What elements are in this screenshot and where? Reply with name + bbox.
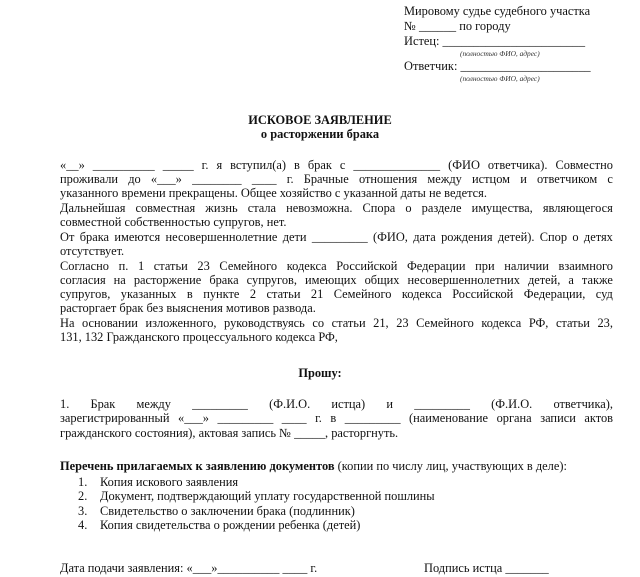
attachment-item-text: Свидетельство о заключении брака (подлинник): [100, 504, 355, 518]
court-city: по городу: [459, 19, 511, 33]
word: Семейного: [333, 287, 392, 301]
word: истцом: [472, 172, 510, 186]
defendant-blank: _____________________: [460, 59, 591, 73]
word: указанных: [120, 287, 177, 301]
word: Спора: [362, 201, 396, 215]
word: кодекса: [401, 287, 442, 301]
body-p3-line1: [60, 230, 613, 245]
word: руководствуясь: [224, 316, 305, 330]
word: изложенного,: [145, 316, 217, 330]
word: _________: [192, 397, 248, 411]
word: являющегося: [542, 201, 613, 215]
word: 2: [249, 287, 257, 301]
word: вступил(а): [230, 158, 287, 172]
word: между: [136, 397, 171, 411]
word: разделе: [421, 201, 462, 215]
word: 23: [396, 316, 409, 330]
word: 21: [310, 287, 324, 301]
request-line3: гражданского состояния), актовая запись № _____, расторгнуть.: [60, 426, 399, 440]
word: со: [312, 316, 325, 330]
request-heading: Прошу:: [298, 366, 342, 380]
word: _________: [217, 411, 274, 425]
body-p2-line1: [60, 201, 613, 216]
body-p4-line4: расторгает брак без выяснения мотивов развода.: [60, 301, 316, 315]
defendant-line: [404, 59, 591, 74]
word: и: [386, 397, 393, 411]
word: несовершеннолетние: [165, 230, 278, 244]
word: РФ,: [528, 316, 549, 330]
attachment-item-number: 4.: [78, 518, 88, 532]
plaintiff-blank: _______________________: [442, 34, 586, 48]
word: суд: [595, 287, 613, 301]
word: расторжение: [133, 273, 202, 287]
word: имеющих: [304, 273, 357, 287]
word: наличии: [504, 259, 549, 273]
word: и: [520, 172, 527, 186]
body-p5-line1: [60, 316, 613, 331]
word: брак: [307, 158, 332, 172]
word: супругов,: [60, 287, 111, 301]
document-title: ИСКОВОЕ ЗАЯВЛЕНИЕ: [248, 113, 392, 127]
word: Спор: [539, 230, 568, 244]
word: в: [186, 287, 193, 301]
addressee-judge: Мировому судье судебного участка: [404, 4, 591, 18]
word: ответчика),: [553, 397, 613, 411]
body-p2-line2: совместной собственностью супругов, нет.: [60, 215, 287, 229]
word: общих: [364, 273, 400, 287]
word: невозможна.: [286, 201, 353, 215]
word: записи: [540, 411, 576, 425]
word: г.: [201, 158, 209, 172]
word: _________: [311, 230, 368, 244]
word: несовершеннолетних: [407, 273, 520, 287]
word: 23: [197, 259, 210, 273]
word: Российской: [336, 259, 398, 273]
filing-date: Дата подачи заявления: «___»__________ ____ г.: [60, 561, 318, 575]
word: __________: [92, 158, 155, 172]
word: «__»: [60, 158, 85, 172]
body-p1-line1: [60, 158, 613, 173]
word: также: [581, 273, 613, 287]
word: Совместно: [555, 158, 613, 172]
word: детях: [583, 230, 613, 244]
body-p4-line3: [60, 287, 613, 302]
word: (Ф.И.О.: [491, 397, 533, 411]
word: На: [60, 316, 75, 330]
plaintiff-hint: (полностью ФИО, адрес): [460, 49, 540, 58]
word: г.: [315, 411, 322, 425]
word: основании: [82, 316, 138, 330]
defendant-label: Ответчик:: [404, 59, 458, 73]
word: 21,: [373, 316, 389, 330]
defendant-hint: (полностью ФИО, адрес): [460, 74, 540, 83]
body-p4-line2: [60, 273, 613, 288]
word: (наименование: [409, 411, 489, 425]
word: совместная: [135, 201, 196, 215]
attachment-item-text: Документ, подтверждающий уплату государственной пошлины: [100, 489, 435, 503]
word: _________: [414, 397, 470, 411]
word: (ФИО: [448, 158, 480, 172]
word: _________: [344, 411, 401, 425]
attachments-heading: [60, 459, 567, 474]
attachment-item-text: Копия свидетельства о рождении ребенка (детей): [100, 518, 361, 532]
attachment-item-text: Копия искового заявления: [100, 475, 239, 489]
word: дата: [413, 230, 436, 244]
plaintiff-signature: Подпись истца _______: [424, 561, 549, 575]
word: а: [568, 273, 574, 287]
word: Дальнейшая: [60, 201, 126, 215]
word: между: [427, 172, 462, 186]
word: рождения: [441, 230, 493, 244]
word: ____: [281, 411, 307, 425]
number-sign: №: [404, 19, 416, 33]
word: п.: [118, 259, 129, 273]
word: Федерации: [407, 259, 466, 273]
word: я: [216, 158, 223, 172]
word: стала: [247, 201, 277, 215]
word: ответчиком: [537, 172, 598, 186]
word: _____: [162, 158, 194, 172]
word: Брак: [90, 397, 116, 411]
word: кодекса: [481, 316, 522, 330]
word: проживали: [60, 172, 119, 186]
word: 1.: [60, 397, 70, 411]
word: Согласно: [60, 259, 109, 273]
word: (ФИО,: [372, 230, 408, 244]
word: брака: [79, 230, 110, 244]
document-subtitle: о расторжении брака: [260, 127, 380, 141]
word: г.: [286, 172, 294, 186]
body-p1-line3: указанного времени прекращены. Общее хозяйство с указанной даты не ведется.: [60, 186, 487, 200]
word: в: [294, 158, 300, 172]
request-line1: [60, 397, 613, 412]
court-number-line: [404, 19, 511, 34]
word: детей).: [497, 230, 535, 244]
request-line2: [60, 411, 613, 426]
word: согласия: [60, 273, 106, 287]
word: актов: [584, 411, 613, 425]
word: о: [405, 201, 412, 215]
word: ________: [192, 172, 242, 186]
attachments-heading-rest: (копии по числу лиц, участвующих в деле):: [334, 459, 567, 473]
word: до: [128, 172, 141, 186]
word: Семейного: [219, 259, 278, 273]
word: статьи: [266, 287, 301, 301]
word: Семейного: [416, 316, 474, 330]
plaintiff-line: [404, 34, 585, 49]
word: 23,: [597, 316, 613, 330]
word: с: [607, 172, 613, 186]
word: зарегистрированный: [60, 411, 170, 425]
body-p3-line2: отсутствует.: [60, 244, 125, 258]
word: Федерации,: [523, 287, 586, 301]
word: От: [60, 230, 75, 244]
word: 1: [137, 259, 145, 273]
word: Российской: [452, 287, 514, 301]
word: супругов,: [246, 273, 297, 287]
attachment-item-number: 3.: [78, 504, 88, 518]
word: кодекса: [286, 259, 327, 273]
word: пункте: [203, 287, 240, 301]
court-number-blank: ______: [418, 19, 457, 33]
word: статьи: [153, 259, 188, 273]
word: имущества,: [471, 201, 533, 215]
word: (Ф.И.О.: [269, 397, 311, 411]
body-p4-line1: [60, 259, 613, 274]
word: о: [572, 230, 579, 244]
word: на: [113, 273, 126, 287]
word: имеются: [114, 230, 161, 244]
word: детей,: [527, 273, 561, 287]
word: при: [475, 259, 495, 273]
word: «___»: [150, 172, 182, 186]
attachment-item-number: 2.: [78, 489, 88, 503]
word: истца): [331, 397, 366, 411]
word: жизнь: [205, 201, 238, 215]
attachments-heading-bold: Перечень прилагаемых к заявлению документов: [60, 459, 335, 473]
word: статьи: [331, 316, 366, 330]
plaintiff-label: Истец:: [404, 34, 440, 48]
body-p1-line2: [60, 172, 613, 187]
attachment-item-number: 1.: [78, 475, 88, 489]
word: «___»: [178, 411, 209, 425]
word: с: [339, 158, 346, 172]
word: ответчика).: [487, 158, 548, 172]
word: Брачные: [303, 172, 349, 186]
word: органа: [496, 411, 532, 425]
word: ____: [251, 172, 277, 186]
word: отношения: [358, 172, 418, 186]
word: статьи: [555, 316, 590, 330]
word: дети: [282, 230, 307, 244]
word: брака: [209, 273, 239, 287]
word: ______________: [353, 158, 441, 172]
word: в: [330, 411, 337, 425]
word: взаимного: [558, 259, 613, 273]
body-p5-line2: 131, 132 Гражданского процессуального кодекса РФ,: [60, 330, 338, 344]
